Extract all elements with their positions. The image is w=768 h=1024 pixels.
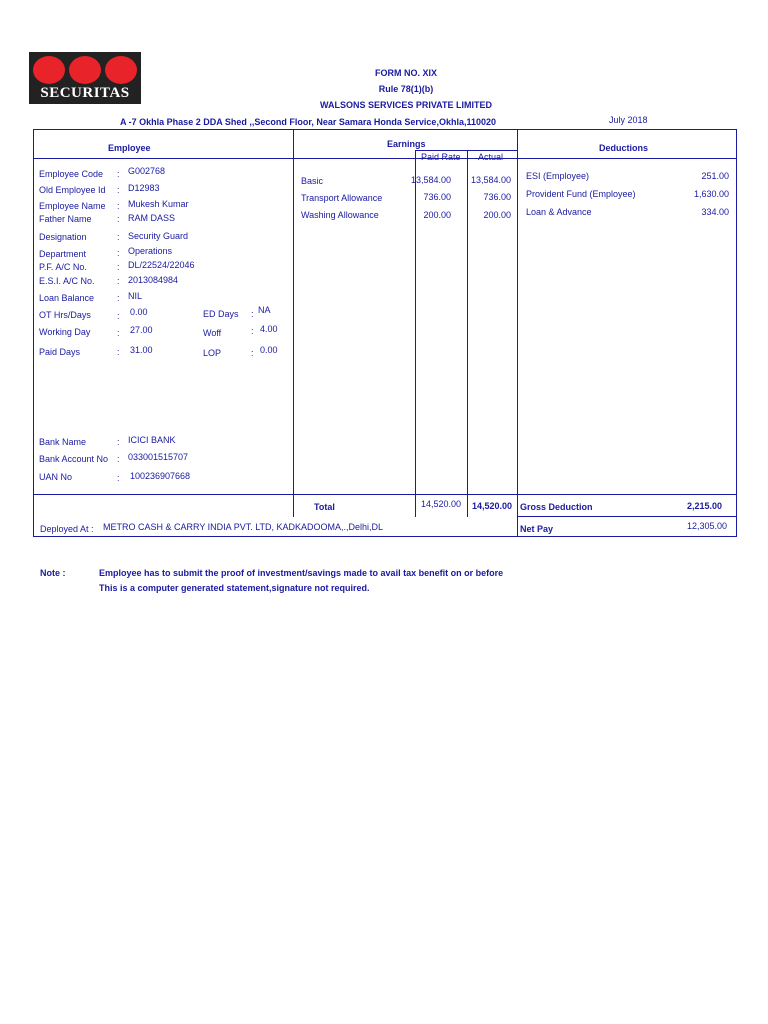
earning-rate: 13,584.00 bbox=[410, 175, 451, 185]
logo-text: SECURITAS bbox=[40, 85, 130, 101]
working-day-label: Working Day bbox=[39, 327, 91, 337]
ed-days: NA bbox=[258, 305, 271, 315]
note-line-2: This is a computer generated statement,signature not required. bbox=[99, 583, 370, 593]
uan-label: UAN No bbox=[39, 472, 73, 482]
total-actual: 14,520.00 bbox=[471, 501, 512, 511]
deduction-name: ESI (Employee) bbox=[526, 171, 590, 181]
loan-balance-label: Loan Balance bbox=[39, 293, 95, 303]
earning-rate: 200.00 bbox=[423, 210, 451, 220]
woff-label: Woff bbox=[203, 328, 222, 338]
employee-name: Mukesh Kumar bbox=[128, 199, 189, 209]
pf-label: P.F. A/C No. bbox=[39, 262, 87, 272]
employee-name-label: Employee Name bbox=[39, 201, 106, 211]
deduction-name: Loan & Advance bbox=[526, 207, 592, 217]
department-label: Department bbox=[39, 249, 87, 259]
father-name-label: Father Name bbox=[39, 214, 92, 224]
ed-days-label: ED Days bbox=[203, 309, 239, 319]
deduction-amount: 1,630.00 bbox=[693, 189, 729, 199]
note-line-1: Employee has to submit the proof of investment/savings made to avail tax benefit on or before bbox=[99, 568, 504, 578]
ot-label: OT Hrs/Days bbox=[39, 310, 91, 320]
bank-account: 033001515707 bbox=[128, 452, 189, 462]
old-id-label: Old Employee Id bbox=[39, 185, 106, 195]
deduction-name: Provident Fund (Employee) bbox=[526, 189, 636, 199]
actual-header: Actual bbox=[478, 152, 504, 162]
old-employee-id: D12983 bbox=[128, 183, 160, 193]
department: Operations bbox=[128, 246, 173, 256]
esi-label: E.S.I. A/C No. bbox=[39, 276, 95, 286]
earning-name: Washing Allowance bbox=[301, 210, 379, 220]
gross-deduction-label: Gross Deduction bbox=[520, 502, 593, 512]
working-day: 27.00 bbox=[130, 325, 153, 335]
company-address: A -7 Okhla Phase 2 DDA Shed ,,Second Floor, Near Samara Honda Service,Okhla,110020 bbox=[120, 117, 496, 127]
earning-actual: 200.00 bbox=[483, 210, 511, 220]
deployed-label: Deployed At : bbox=[40, 524, 94, 534]
lop-label: LOP bbox=[203, 348, 222, 358]
pf-account: DL/22524/22046 bbox=[128, 260, 195, 270]
earning-actual: 13,584.00 bbox=[470, 175, 511, 185]
earning-name: Transport Allowance bbox=[301, 193, 383, 203]
earning-rate: 736.00 bbox=[423, 192, 451, 202]
deductions-header: Deductions bbox=[599, 143, 649, 153]
earning-name: Basic bbox=[301, 176, 324, 186]
employee-code: G002768 bbox=[128, 166, 166, 176]
loan-balance: NIL bbox=[128, 291, 143, 301]
deduction-amount: 251.00 bbox=[701, 171, 729, 181]
deduction-amount: 334.00 bbox=[701, 207, 729, 217]
designation-label: Designation bbox=[39, 232, 87, 242]
note-label: Note : bbox=[40, 568, 66, 578]
rule-number: Rule 78(1)(b) bbox=[378, 84, 434, 94]
securitas-logo bbox=[29, 52, 141, 104]
deployed-location: METRO CASH & CARRY INDIA PVT. LTD, KADKADOOMA,.,Delhi,DL bbox=[103, 522, 384, 532]
gross-deduction: 2,215.00 bbox=[686, 501, 722, 511]
esi-account: 2013084984 bbox=[128, 275, 179, 285]
earning-actual: 736.00 bbox=[483, 192, 511, 202]
form-number: FORM NO. XIX bbox=[374, 68, 437, 78]
bank-account-label: Bank Account No bbox=[39, 454, 109, 464]
total-label: Total bbox=[314, 502, 335, 512]
designation: Security Guard bbox=[128, 231, 189, 241]
father-name: RAM DASS bbox=[128, 213, 176, 223]
ot-value: 0.00 bbox=[130, 307, 148, 317]
net-pay-label: Net Pay bbox=[520, 524, 554, 534]
paid-days-label: Paid Days bbox=[39, 347, 81, 357]
total-paid-rate: 14,520.00 bbox=[420, 499, 461, 509]
employee-header: Employee bbox=[108, 143, 151, 153]
bank-name: ICICI BANK bbox=[128, 435, 176, 445]
uan-number: 100236907668 bbox=[130, 471, 191, 481]
pay-period: July 2018 bbox=[609, 115, 648, 125]
bank-name-label: Bank Name bbox=[39, 437, 87, 447]
lop: 0.00 bbox=[260, 345, 278, 355]
woff: 4.00 bbox=[260, 324, 278, 334]
paid-rate-header: Paid Rate bbox=[421, 152, 461, 162]
company-name: WALSONS SERVICES PRIVATE LIMITED bbox=[319, 100, 493, 110]
earnings-header: Earnings bbox=[387, 139, 426, 149]
paid-days: 31.00 bbox=[130, 345, 153, 355]
employee-code-label: Employee Code bbox=[39, 169, 104, 179]
net-pay: 12,305.00 bbox=[686, 521, 727, 531]
